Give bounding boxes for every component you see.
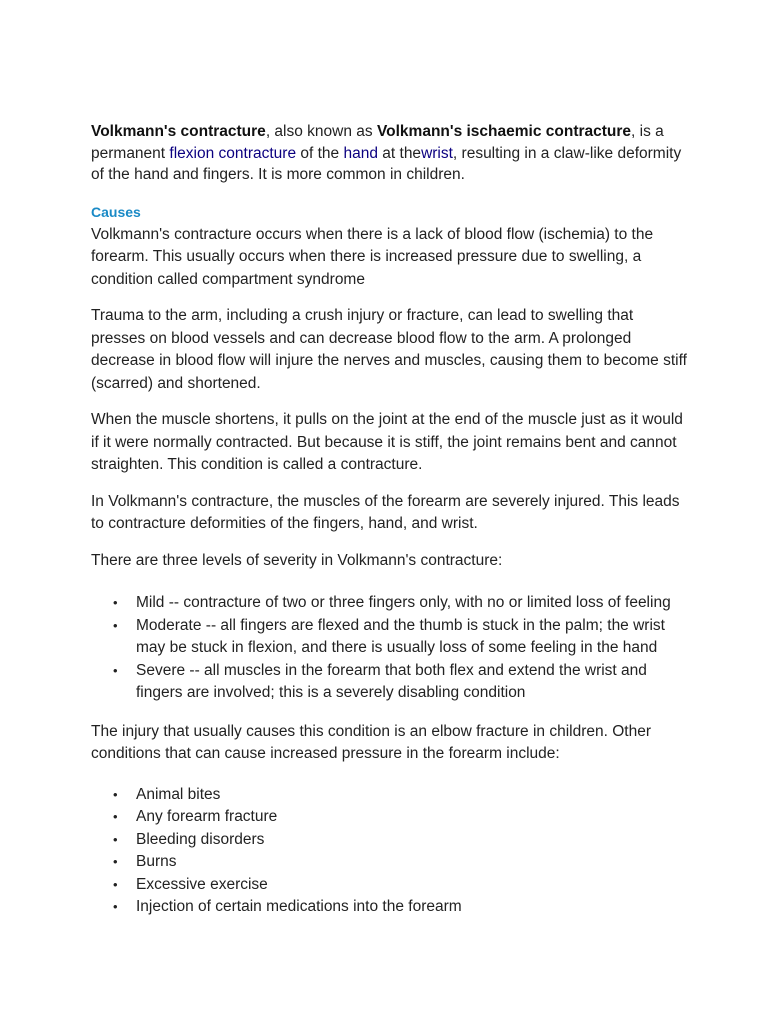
list-item-severity-moderate: • Moderate -- all fingers are flexed and the thumb is stuck in the palm; the wrist may be stuck in flexion, and there is usually loss of some feeling in the hand: [136, 615, 691, 660]
intro-text-1: , also known as: [265, 123, 377, 140]
term-volkmanns-ischaemic-contracture: Volkmann's ischaemic contracture: [376, 123, 632, 140]
list-item-condition: • Any forearm fracture: [136, 806, 691, 829]
conditions-list: [91, 784, 691, 919]
term-volkmanns-contracture: Volkmann's contracture: [91, 123, 266, 140]
link-hand[interactable]: hand: [343, 144, 378, 162]
list-item-condition: • Injection of certain medications into the forearm: [136, 896, 691, 919]
link-wrist[interactable]: wrist: [421, 144, 453, 162]
list-item-condition: • Burns: [136, 851, 691, 874]
list-item-condition: • Excessive exercise: [136, 874, 691, 897]
intro-text-2: , is a permanent: [91, 123, 664, 162]
injury-paragraph: The injury that usually causes this condition is an elbow fracture in children. Other conditions that can cause increased pressure in the forearm include:: [91, 722, 652, 762]
document-page: [91, 121, 691, 935]
intro-text-5: , resulting in a claw-like deformity of the hand and fingers. It is more common in children.: [91, 144, 682, 183]
intro-paragraph: [91, 121, 691, 186]
causes-paragraph: When the muscle shortens, it pulls on the joint at the end of the muscle just as it would if it were normally contracted. But because it is stiff, the joint remains bent and cannot straighten. This condition is called a contracture.: [91, 411, 683, 473]
causes-heading: Causes: [91, 203, 141, 220]
list-item-severity-mild: • Mild -- contracture of two or three fingers only, with no or limited loss of feeling: [136, 592, 691, 615]
list-item-condition: • Animal bites: [136, 784, 691, 807]
intro-text-4: at the: [377, 144, 422, 162]
intro-text-3: of the: [296, 144, 344, 162]
severity-list: [91, 592, 691, 705]
causes-paragraph: Volkmann's contracture occurs when there is a lack of blood flow (ischemia) to the forearm. This usually occurs when there is increased pressure due to swelling, a condition called compartment syndrome: [91, 225, 654, 288]
causes-paragraph: Trauma to the arm, including a crush injury or fracture, can lead to swelling that presses on blood vessels and can decrease blood flow to the arm. A prolonged decrease in blood flow will injure the nerves and muscles, causing them to become stiff (scarred) and shortened.: [91, 307, 687, 392]
list-item-condition: • Bleeding disorders: [136, 829, 691, 852]
severity-intro: There are three levels of severity in Volkmann's contracture:: [91, 551, 503, 569]
causes-paragraph: In Volkmann's contracture, the muscles of the forearm are severely injured. This leads to contracture deformities of the fingers, hand, and wrist.: [91, 492, 680, 532]
link-flexion-contracture[interactable]: flexion contracture: [169, 144, 297, 162]
list-item-severity-severe: • Severe -- all muscles in the forearm that both flex and extend the wrist and fingers are involved; this is a severely disabling condition: [136, 660, 691, 705]
